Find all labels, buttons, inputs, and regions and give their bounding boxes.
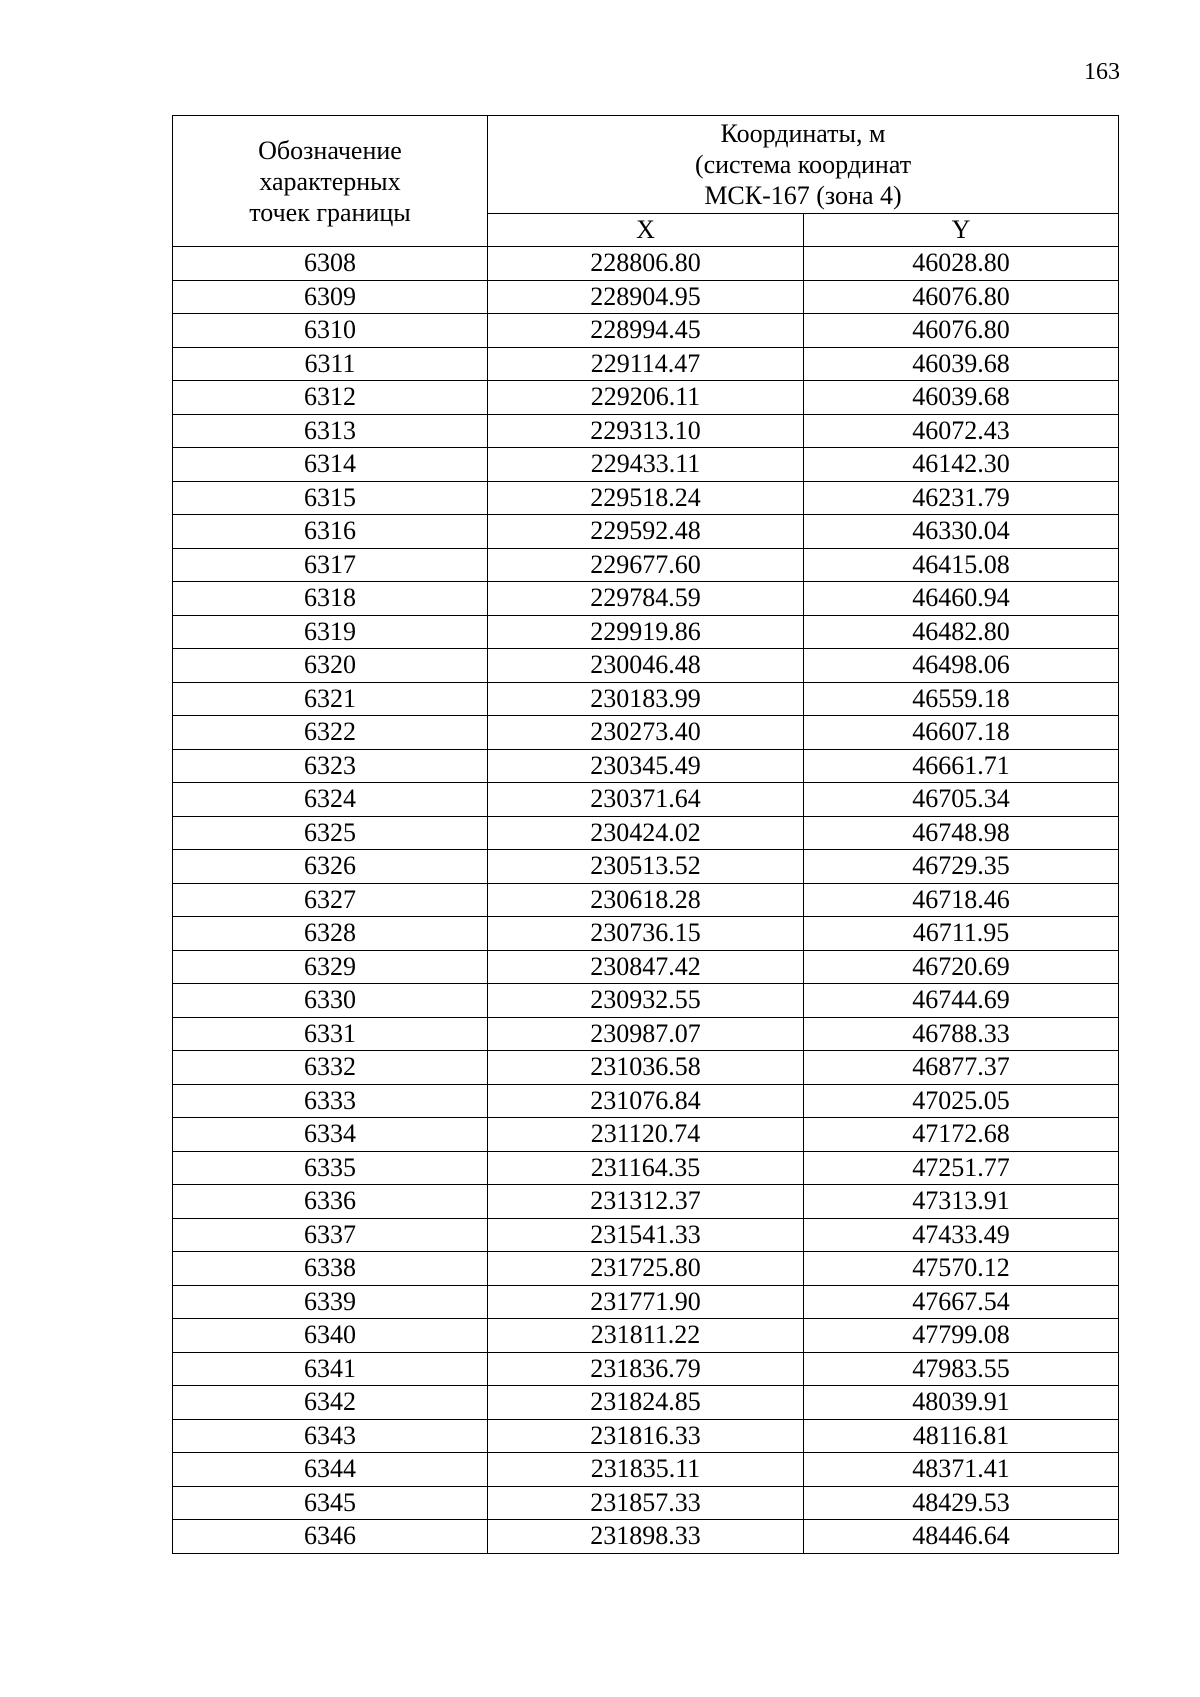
table-row — [173, 280, 1119, 314]
table-row — [173, 1486, 1119, 1520]
y-cell: 46705.34 — [804, 783, 1119, 817]
table-row — [173, 247, 1119, 281]
x-cell: 231811.22 — [488, 1319, 804, 1353]
x-cell: 228994.45 — [488, 314, 804, 348]
coordinates-header — [488, 116, 1119, 214]
y-cell: 46142.30 — [804, 448, 1119, 482]
point-cell: 6317 — [173, 548, 488, 582]
y-cell: 46482.80 — [804, 615, 1119, 649]
x-cell: 231036.58 — [488, 1051, 804, 1085]
y-cell: 48039.91 — [804, 1386, 1119, 1420]
table-row — [173, 1453, 1119, 1487]
table-row — [173, 615, 1119, 649]
table-row — [173, 1252, 1119, 1286]
x-cell: 231816.33 — [488, 1419, 804, 1453]
y-cell: 46788.33 — [804, 1017, 1119, 1051]
y-cell: 47251.77 — [804, 1151, 1119, 1185]
point-cell: 6336 — [173, 1185, 488, 1219]
point-header-line-3: точек границы — [249, 197, 411, 227]
y-cell: 47799.08 — [804, 1319, 1119, 1353]
y-cell: 46877.37 — [804, 1051, 1119, 1085]
y-cell: 48116.81 — [804, 1419, 1119, 1453]
y-cell: 46076.80 — [804, 314, 1119, 348]
x-cell: 231824.85 — [488, 1386, 804, 1420]
point-cell: 6333 — [173, 1084, 488, 1118]
x-cell: 231541.33 — [488, 1218, 804, 1252]
table-row — [173, 414, 1119, 448]
y-cell: 46498.06 — [804, 649, 1119, 683]
coords-header-line-2: (система координат — [694, 150, 912, 179]
x-cell: 229433.11 — [488, 448, 804, 482]
x-cell: 230513.52 — [488, 850, 804, 884]
x-cell: 231857.33 — [488, 1486, 804, 1520]
coords-header-line-1: Координаты, м — [720, 119, 886, 148]
table-row — [173, 716, 1119, 750]
y-cell: 46744.69 — [804, 984, 1119, 1018]
y-column-header: Y — [804, 214, 1119, 247]
x-cell: 228904.95 — [488, 280, 804, 314]
x-cell: 230183.99 — [488, 682, 804, 716]
point-cell: 6326 — [173, 850, 488, 884]
x-cell: 230046.48 — [488, 649, 804, 683]
x-cell: 230987.07 — [488, 1017, 804, 1051]
point-cell: 6322 — [173, 716, 488, 750]
table-row — [173, 984, 1119, 1018]
y-cell: 46072.43 — [804, 414, 1119, 448]
table-row — [173, 1218, 1119, 1252]
point-cell: 6331 — [173, 1017, 488, 1051]
point-cell: 6315 — [173, 481, 488, 515]
y-cell: 47172.68 — [804, 1118, 1119, 1152]
table-row — [173, 1319, 1119, 1353]
table-row — [173, 1185, 1119, 1219]
table-row — [173, 1017, 1119, 1051]
y-cell: 46231.79 — [804, 481, 1119, 515]
x-cell: 230618.28 — [488, 883, 804, 917]
point-cell: 6318 — [173, 582, 488, 616]
point-cell: 6308 — [173, 247, 488, 281]
point-cell: 6330 — [173, 984, 488, 1018]
y-cell: 46039.68 — [804, 381, 1119, 415]
point-header-line-1: Обозначение — [258, 135, 402, 165]
y-cell: 46330.04 — [804, 515, 1119, 549]
x-cell: 231836.79 — [488, 1352, 804, 1386]
table-row — [173, 448, 1119, 482]
point-header-line-2: характерных — [259, 166, 401, 196]
point-cell: 6342 — [173, 1386, 488, 1420]
table-row — [173, 548, 1119, 582]
point-cell: 6310 — [173, 314, 488, 348]
table-row — [173, 381, 1119, 415]
coordinates-table — [172, 115, 1119, 1554]
point-cell: 6332 — [173, 1051, 488, 1085]
table-row — [173, 1419, 1119, 1453]
x-column-header: X — [488, 214, 804, 247]
table-row — [173, 749, 1119, 783]
point-cell: 6323 — [173, 749, 488, 783]
point-cell: 6309 — [173, 280, 488, 314]
y-cell: 47983.55 — [804, 1352, 1119, 1386]
table-row — [173, 883, 1119, 917]
table-body — [173, 247, 1119, 1554]
y-cell: 46661.71 — [804, 749, 1119, 783]
x-cell: 229677.60 — [488, 548, 804, 582]
table-row — [173, 1386, 1119, 1420]
table-row — [173, 850, 1119, 884]
y-cell: 46415.08 — [804, 548, 1119, 582]
y-cell: 46718.46 — [804, 883, 1119, 917]
table-row — [173, 682, 1119, 716]
x-cell: 231120.74 — [488, 1118, 804, 1152]
y-cell: 46729.35 — [804, 850, 1119, 884]
table-row — [173, 314, 1119, 348]
point-cell: 6334 — [173, 1118, 488, 1152]
table-row — [173, 1285, 1119, 1319]
x-cell: 229919.86 — [488, 615, 804, 649]
point-cell: 6327 — [173, 883, 488, 917]
x-cell: 230424.02 — [488, 816, 804, 850]
point-cell: 6312 — [173, 381, 488, 415]
x-cell: 229313.10 — [488, 414, 804, 448]
x-cell: 229592.48 — [488, 515, 804, 549]
x-cell: 231898.33 — [488, 1520, 804, 1554]
y-cell: 47313.91 — [804, 1185, 1119, 1219]
point-cell: 6337 — [173, 1218, 488, 1252]
table-row — [173, 950, 1119, 984]
table-row — [173, 1520, 1119, 1554]
y-cell: 46559.18 — [804, 682, 1119, 716]
point-cell: 6346 — [173, 1520, 488, 1554]
point-cell: 6325 — [173, 816, 488, 850]
table-row — [173, 1352, 1119, 1386]
table-row — [173, 1051, 1119, 1085]
x-cell: 229518.24 — [488, 481, 804, 515]
table-row — [173, 1118, 1119, 1152]
x-cell: 230847.42 — [488, 950, 804, 984]
x-cell: 231771.90 — [488, 1285, 804, 1319]
y-cell: 48429.53 — [804, 1486, 1119, 1520]
x-cell: 231835.11 — [488, 1453, 804, 1487]
x-cell: 231076.84 — [488, 1084, 804, 1118]
y-cell: 46039.68 — [804, 347, 1119, 381]
point-cell: 6324 — [173, 783, 488, 817]
point-cell: 6328 — [173, 917, 488, 951]
point-cell: 6341 — [173, 1352, 488, 1386]
table-row — [173, 515, 1119, 549]
x-cell: 229784.59 — [488, 582, 804, 616]
y-cell: 46720.69 — [804, 950, 1119, 984]
table-row — [173, 917, 1119, 951]
y-cell: 48446.64 — [804, 1520, 1119, 1554]
y-cell: 46028.80 — [804, 247, 1119, 281]
point-cell: 6320 — [173, 649, 488, 683]
y-cell: 47667.54 — [804, 1285, 1119, 1319]
point-cell: 6345 — [173, 1486, 488, 1520]
table-row — [173, 649, 1119, 683]
y-cell: 46711.95 — [804, 917, 1119, 951]
table-row — [173, 816, 1119, 850]
x-cell: 229206.11 — [488, 381, 804, 415]
point-cell: 6319 — [173, 615, 488, 649]
table-row — [173, 783, 1119, 817]
x-cell: 231312.37 — [488, 1185, 804, 1219]
point-cell: 6343 — [173, 1419, 488, 1453]
point-cell: 6321 — [173, 682, 488, 716]
y-cell: 46748.98 — [804, 816, 1119, 850]
table-row — [173, 1151, 1119, 1185]
x-cell: 231164.35 — [488, 1151, 804, 1185]
table-row — [173, 481, 1119, 515]
y-cell: 48371.41 — [804, 1453, 1119, 1487]
table-row — [173, 347, 1119, 381]
y-cell: 46460.94 — [804, 582, 1119, 616]
x-cell: 229114.47 — [488, 347, 804, 381]
point-cell: 6339 — [173, 1285, 488, 1319]
x-cell: 231725.80 — [488, 1252, 804, 1286]
table-row — [173, 582, 1119, 616]
table-row — [173, 1084, 1119, 1118]
page-number: 163 — [1084, 59, 1120, 85]
point-cell: 6335 — [173, 1151, 488, 1185]
x-cell: 228806.80 — [488, 247, 804, 281]
point-cell: 6316 — [173, 515, 488, 549]
y-cell: 47433.49 — [804, 1218, 1119, 1252]
point-cell: 6340 — [173, 1319, 488, 1353]
y-cell: 47025.05 — [804, 1084, 1119, 1118]
point-cell: 6338 — [173, 1252, 488, 1286]
y-cell: 47570.12 — [804, 1252, 1119, 1286]
x-cell: 230371.64 — [488, 783, 804, 817]
coords-header-line-3: МСК-167 (зона 4) — [704, 181, 902, 210]
y-cell: 46607.18 — [804, 716, 1119, 750]
x-cell: 230273.40 — [488, 716, 804, 750]
x-cell: 230932.55 — [488, 984, 804, 1018]
y-cell: 46076.80 — [804, 280, 1119, 314]
x-cell: 230345.49 — [488, 749, 804, 783]
point-cell: 6314 — [173, 448, 488, 482]
point-cell: 6311 — [173, 347, 488, 381]
point-cell: 6313 — [173, 414, 488, 448]
point-cell: 6329 — [173, 950, 488, 984]
point-cell: 6344 — [173, 1453, 488, 1487]
point-designation-header — [173, 116, 488, 247]
x-cell: 230736.15 — [488, 917, 804, 951]
